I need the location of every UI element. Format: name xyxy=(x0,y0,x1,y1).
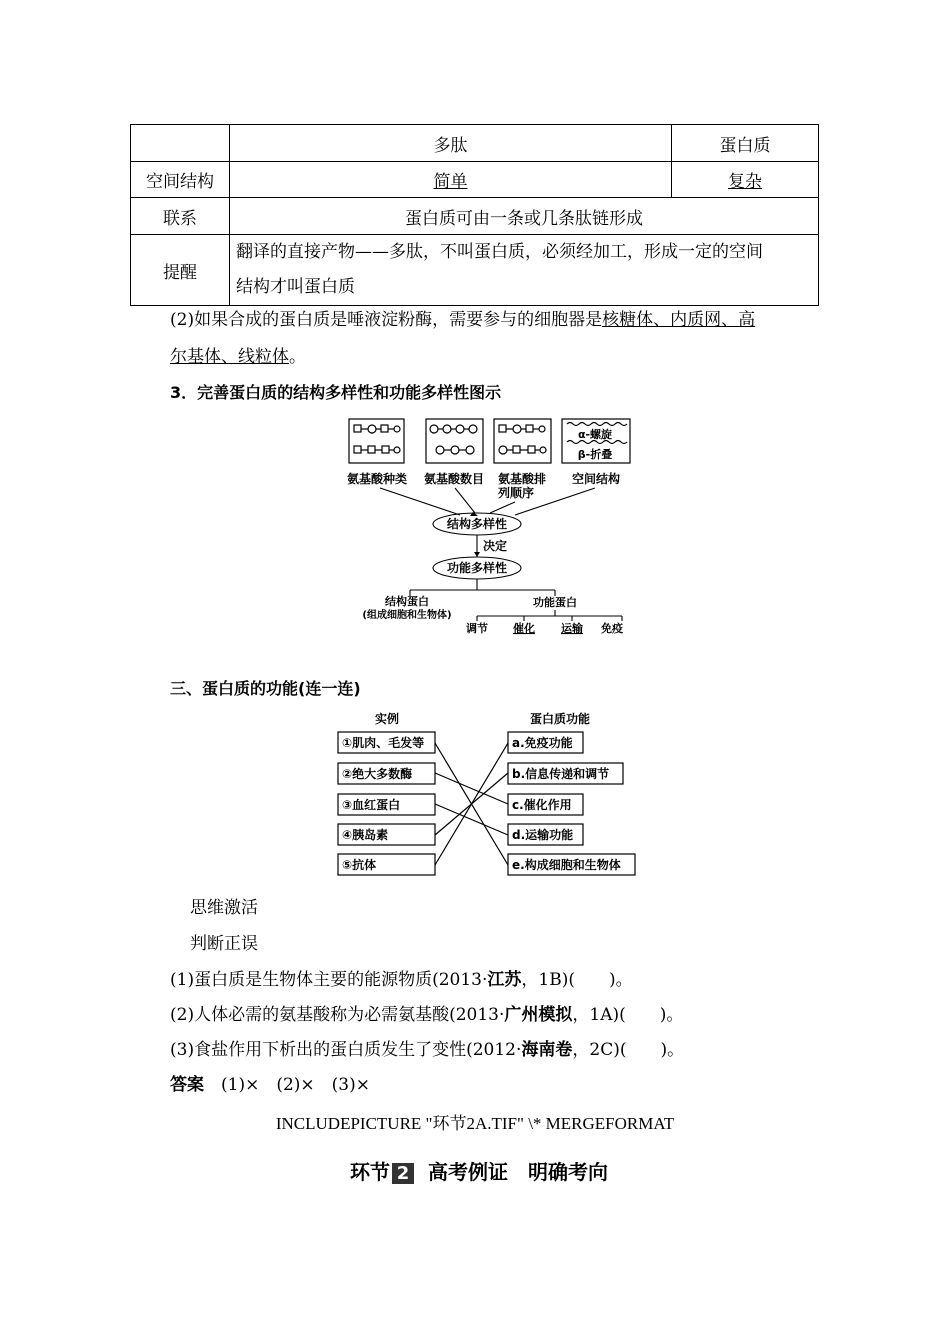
statement-3 xyxy=(170,1037,684,1063)
statement-2 xyxy=(170,1002,683,1028)
right-item: d.运输功能 xyxy=(512,828,574,842)
answer-label: 答案 xyxy=(170,1075,204,1095)
table-cell xyxy=(131,125,230,162)
function-regulate: 调节 xyxy=(466,622,488,635)
left-item: ②绝大多数酶 xyxy=(342,767,413,781)
right-item: b.信息传递和调节 xyxy=(512,767,610,781)
left-item: ④胰岛素 xyxy=(342,828,389,842)
banner-title: 高考例证 明确考向 xyxy=(428,1160,608,1184)
answer-text: (1)× (2)× (3)× xyxy=(221,1075,370,1095)
statement-source: 广州模拟 xyxy=(504,1005,573,1025)
table-row xyxy=(131,235,819,306)
statement-text: (3)食盐作用下析出的蛋白质发生了变性(2012· xyxy=(170,1040,522,1060)
table-cell xyxy=(230,162,672,198)
statement-tail: ，1B)( )。 xyxy=(521,970,633,990)
table-cell: 蛋白质可由一条或几条肽链形成 xyxy=(230,198,819,235)
include-picture-field: INCLUDEPICTURE "环节2A.TIF" \* MERGEFORMAT xyxy=(275,1114,675,1133)
section-banner xyxy=(350,1156,608,1185)
right-item: a.免疫功能 xyxy=(512,736,573,750)
table-row xyxy=(131,198,819,235)
statement-1 xyxy=(170,967,633,993)
box-kind xyxy=(349,419,404,463)
tip-line: 翻译的直接产物——多肽，不叫蛋白质，必须经加工，形成一定的空间 xyxy=(236,242,763,262)
banner-number: 2 xyxy=(392,1163,414,1184)
decide-label: 决定 xyxy=(483,539,508,553)
statement-source: 江苏 xyxy=(487,970,522,990)
row-label: 联系 xyxy=(131,198,230,235)
question-2-cont xyxy=(170,344,306,370)
section-three-title: 三、蛋白质的功能(连一连) xyxy=(170,679,361,698)
comparison-table xyxy=(130,124,819,306)
left-item: ①肌肉、毛发等 xyxy=(342,736,425,750)
statement-text: (2)人体必需的氨基酸称为必需氨基酸(2013· xyxy=(170,1005,505,1025)
structure-diversity: 结构多样性 xyxy=(446,517,508,531)
function-immune: 免疫 xyxy=(601,622,623,635)
row-label: 空间结构 xyxy=(131,162,230,198)
label-order: 氨基酸排 xyxy=(497,472,547,486)
statement-tail: ，2C)( )。 xyxy=(572,1040,685,1060)
matching-diagram xyxy=(330,708,650,883)
label-order-2: 列顺序 xyxy=(497,486,535,500)
question-text: (2)如果合成的蛋白质是唾液淀粉酶，需要参与的细胞器是 xyxy=(170,310,603,330)
answer-blank: 尔基体、线粒体 xyxy=(170,347,289,367)
function-transport: 运输 xyxy=(561,622,583,635)
structural-protein: 结构蛋白 xyxy=(385,595,429,608)
row-label: 提醒 xyxy=(131,235,230,306)
functional-protein: 功能蛋白 xyxy=(533,596,577,609)
answer-blank: 核糖体、内质网、高 xyxy=(602,310,756,330)
diversity-diagram xyxy=(340,412,650,642)
label-kind: 氨基酸种类 xyxy=(346,472,408,486)
label-space: 空间结构 xyxy=(571,472,621,486)
table-header-protein: 蛋白质 xyxy=(672,125,819,162)
right-header: 蛋白质功能 xyxy=(529,712,591,726)
statement-text: (1)蛋白质是生物体主要的能源物质(2013· xyxy=(170,970,488,990)
left-header: 实例 xyxy=(374,712,400,726)
table-row xyxy=(131,162,819,198)
left-item: ③血红蛋白 xyxy=(342,798,401,812)
sheet-label: β-折叠 xyxy=(577,448,613,461)
table-cell xyxy=(672,162,819,198)
structural-note: (组成细胞和生物体) xyxy=(362,610,452,621)
section-3-title: 3．完善蛋白质的结构多样性和功能多样性图示 xyxy=(170,383,502,402)
statement-tail: ，1A)( )。 xyxy=(572,1005,684,1025)
helix-label: α-螺旋 xyxy=(577,428,613,441)
table-cell xyxy=(230,235,819,306)
judge-label: 判断正误 xyxy=(190,934,258,954)
function-diversity: 功能多样性 xyxy=(446,561,508,575)
question-2 xyxy=(170,307,755,333)
label-number: 氨基酸数目 xyxy=(423,472,485,486)
thinking-label: 思维激活 xyxy=(190,898,258,918)
tip-line: 结构才叫蛋白质 xyxy=(236,277,355,297)
function-catalyze: 催化 xyxy=(513,622,535,635)
table-header-peptide: 多肽 xyxy=(230,125,672,162)
answer-line xyxy=(170,1072,370,1098)
statement-source: 海南卷 xyxy=(521,1040,573,1060)
table-row xyxy=(131,125,819,162)
answer-blank: 简单 xyxy=(433,172,468,192)
punct: 。 xyxy=(289,347,306,367)
answer-blank: 复杂 xyxy=(728,172,762,192)
banner-prefix: 环节 xyxy=(350,1160,390,1184)
right-item: e.构成细胞和生物体 xyxy=(512,858,621,872)
right-item: c.催化作用 xyxy=(512,798,572,812)
left-item: ⑤抗体 xyxy=(342,858,377,872)
